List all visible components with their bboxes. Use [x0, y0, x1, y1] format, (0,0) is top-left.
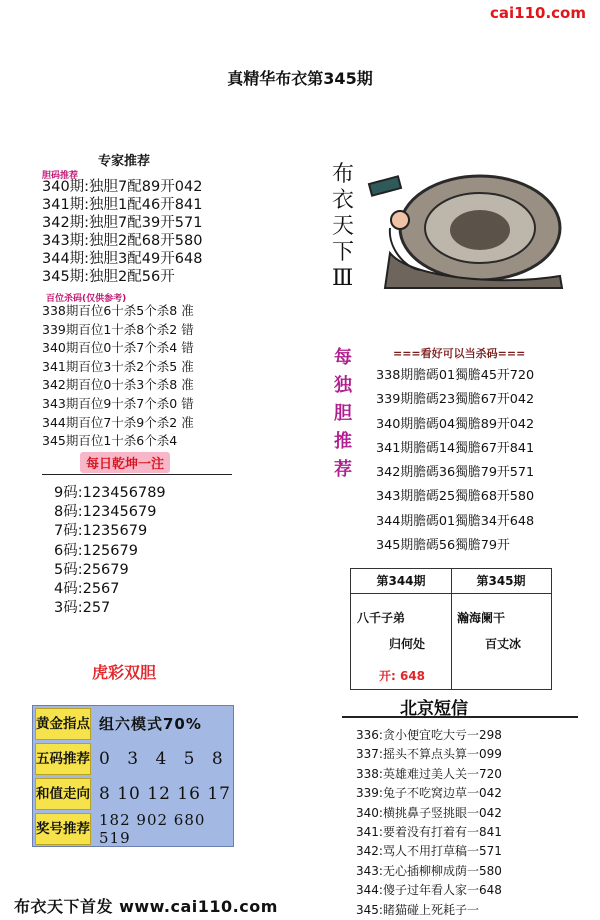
dan-banner: ===看好可以当杀码=== [393, 347, 526, 360]
open-result: 开: 648 [379, 669, 426, 683]
bai-list [42, 302, 194, 451]
list-item: 345期百位1十杀6个杀4 [42, 433, 178, 449]
grid-value: 8 10 12 16 17 [99, 783, 231, 804]
list-item: 343期膽碼25獨膽68开580 [376, 489, 535, 505]
list-item: 340期:独胆7配89开042 [42, 179, 203, 195]
riddle-left-bottom: 归何处 [389, 637, 426, 651]
list-item: 344:傻子过年看人家一648 [356, 883, 502, 898]
ma-list [54, 484, 166, 618]
list-item: 345期膽碼56獨膽79开 [376, 538, 510, 554]
list-item: 8码:12345679 [54, 504, 157, 521]
list-item: 342期:独胆7配39开571 [42, 215, 203, 231]
list-item: 344期膽碼01獨膽34开648 [376, 513, 535, 529]
hucai-heading: 虎彩双胆 [92, 663, 157, 682]
grid-row [33, 706, 233, 741]
list-item: 341:要着没有打着有一841 [356, 825, 502, 840]
list-item: 340:横挑鼻子竖挑眼一042 [356, 805, 502, 820]
list-item: 343期:独胆2配68开580 [42, 233, 203, 249]
table-header-left: 第344期 [376, 574, 426, 588]
grid-value: 182 902 680 519 [99, 810, 206, 847]
riddle-left-top: 八千子弟 [357, 611, 406, 625]
list-item: 342:骂人不用打草稿一571 [356, 844, 502, 859]
list-item: 338:英雄难过美人关一720 [356, 766, 502, 781]
vertical-recommend: 每独胆推荐 [334, 347, 352, 480]
list-item: 9码:123456789 [54, 485, 166, 501]
list-item: 3码:257 [54, 600, 111, 617]
daily-banner [42, 452, 232, 475]
bai-tag: 百位杀码(仅供参考) [46, 294, 127, 304]
list-item: 339期膽碼23獨膽67开042 [376, 392, 535, 408]
list-item: 341期百位3十杀2个杀5 准 [42, 358, 194, 374]
list-item: 7码:1235679 [54, 523, 148, 540]
list-item: 339期百位1十杀8个杀2 错 [42, 321, 194, 337]
riddle-right-bottom: 百丈冰 [485, 637, 522, 651]
beijing-title: 北京短信 [400, 699, 468, 719]
dan-tag: 胆码推荐 [42, 171, 79, 181]
list-item: 342期百位0十杀3个杀8 准 [42, 377, 194, 393]
list-item: 343:无心插柳柳成荫一580 [356, 863, 502, 878]
list-item: 341期膽碼14獨膽67开841 [376, 440, 535, 456]
grid-row [33, 741, 233, 776]
riddle-table [350, 568, 552, 690]
list-item: 340期膽碼04獨膽89开042 [376, 416, 535, 432]
grid-value: 组六模式70% [99, 715, 202, 733]
list-item: 337:摇头不算点头算一099 [356, 747, 502, 762]
daily-label: 每日乾坤一注 [80, 452, 170, 473]
riddle-right-top: 瀚海阑干 [457, 611, 506, 625]
list-item: 338期百位6十杀5个杀8 准 [42, 303, 194, 318]
footer-text: 布衣天下首发 www.cai110.com [14, 897, 278, 916]
list-item: 345:睹猫碰上死耗子一 [356, 902, 479, 917]
list-item: 336:贪小便宜吃大亏一298 [356, 728, 502, 742]
list-item: 5码:25679 [54, 561, 129, 578]
brand-vertical-title: 布衣天下Ⅲ [332, 162, 355, 291]
list-item: 343期百位9十杀7个杀0 错 [42, 395, 194, 411]
snail-cartoon-image [330, 158, 578, 298]
list-item: 6码:125679 [54, 542, 138, 559]
dan-list-2 [376, 364, 534, 558]
expert-heading: 专家推荐 [98, 154, 151, 169]
grid-value: 0 3 4 5 8 [99, 748, 229, 769]
table-divider [351, 593, 551, 594]
beijing-list [356, 726, 502, 920]
page-title: 真精华布衣第345期 [227, 69, 373, 88]
grid-label: 奖号推荐 [35, 813, 91, 845]
list-item: 342期膽碼36獨膽79开571 [376, 465, 535, 481]
list-item: 344期:独胆3配49开648 [42, 251, 203, 267]
list-item: 345期:独胆2配56开 [42, 269, 175, 285]
grid-row [33, 811, 233, 846]
list-item: 341期:独胆1配46开841 [42, 197, 203, 213]
dan-list [42, 178, 202, 286]
list-item: 339:兔子不吃窝边草一042 [356, 786, 502, 801]
table-header-right: 第345期 [476, 574, 526, 588]
prediction-grid [32, 705, 234, 847]
site-logo[interactable]: cai110.com [490, 4, 586, 22]
grid-row [33, 776, 233, 811]
grid-label: 和值走向 [35, 778, 91, 810]
grid-label: 黄金指点 [35, 708, 91, 740]
divider [342, 716, 578, 718]
list-item: 340期百位0十杀7个杀4 错 [42, 340, 194, 356]
grid-label: 五码推荐 [35, 743, 91, 775]
list-item: 4码:2567 [54, 581, 120, 598]
list-item: 338期膽碼01獨膽45开720 [376, 368, 535, 383]
list-item: 344期百位7十杀9个杀2 准 [42, 414, 194, 430]
